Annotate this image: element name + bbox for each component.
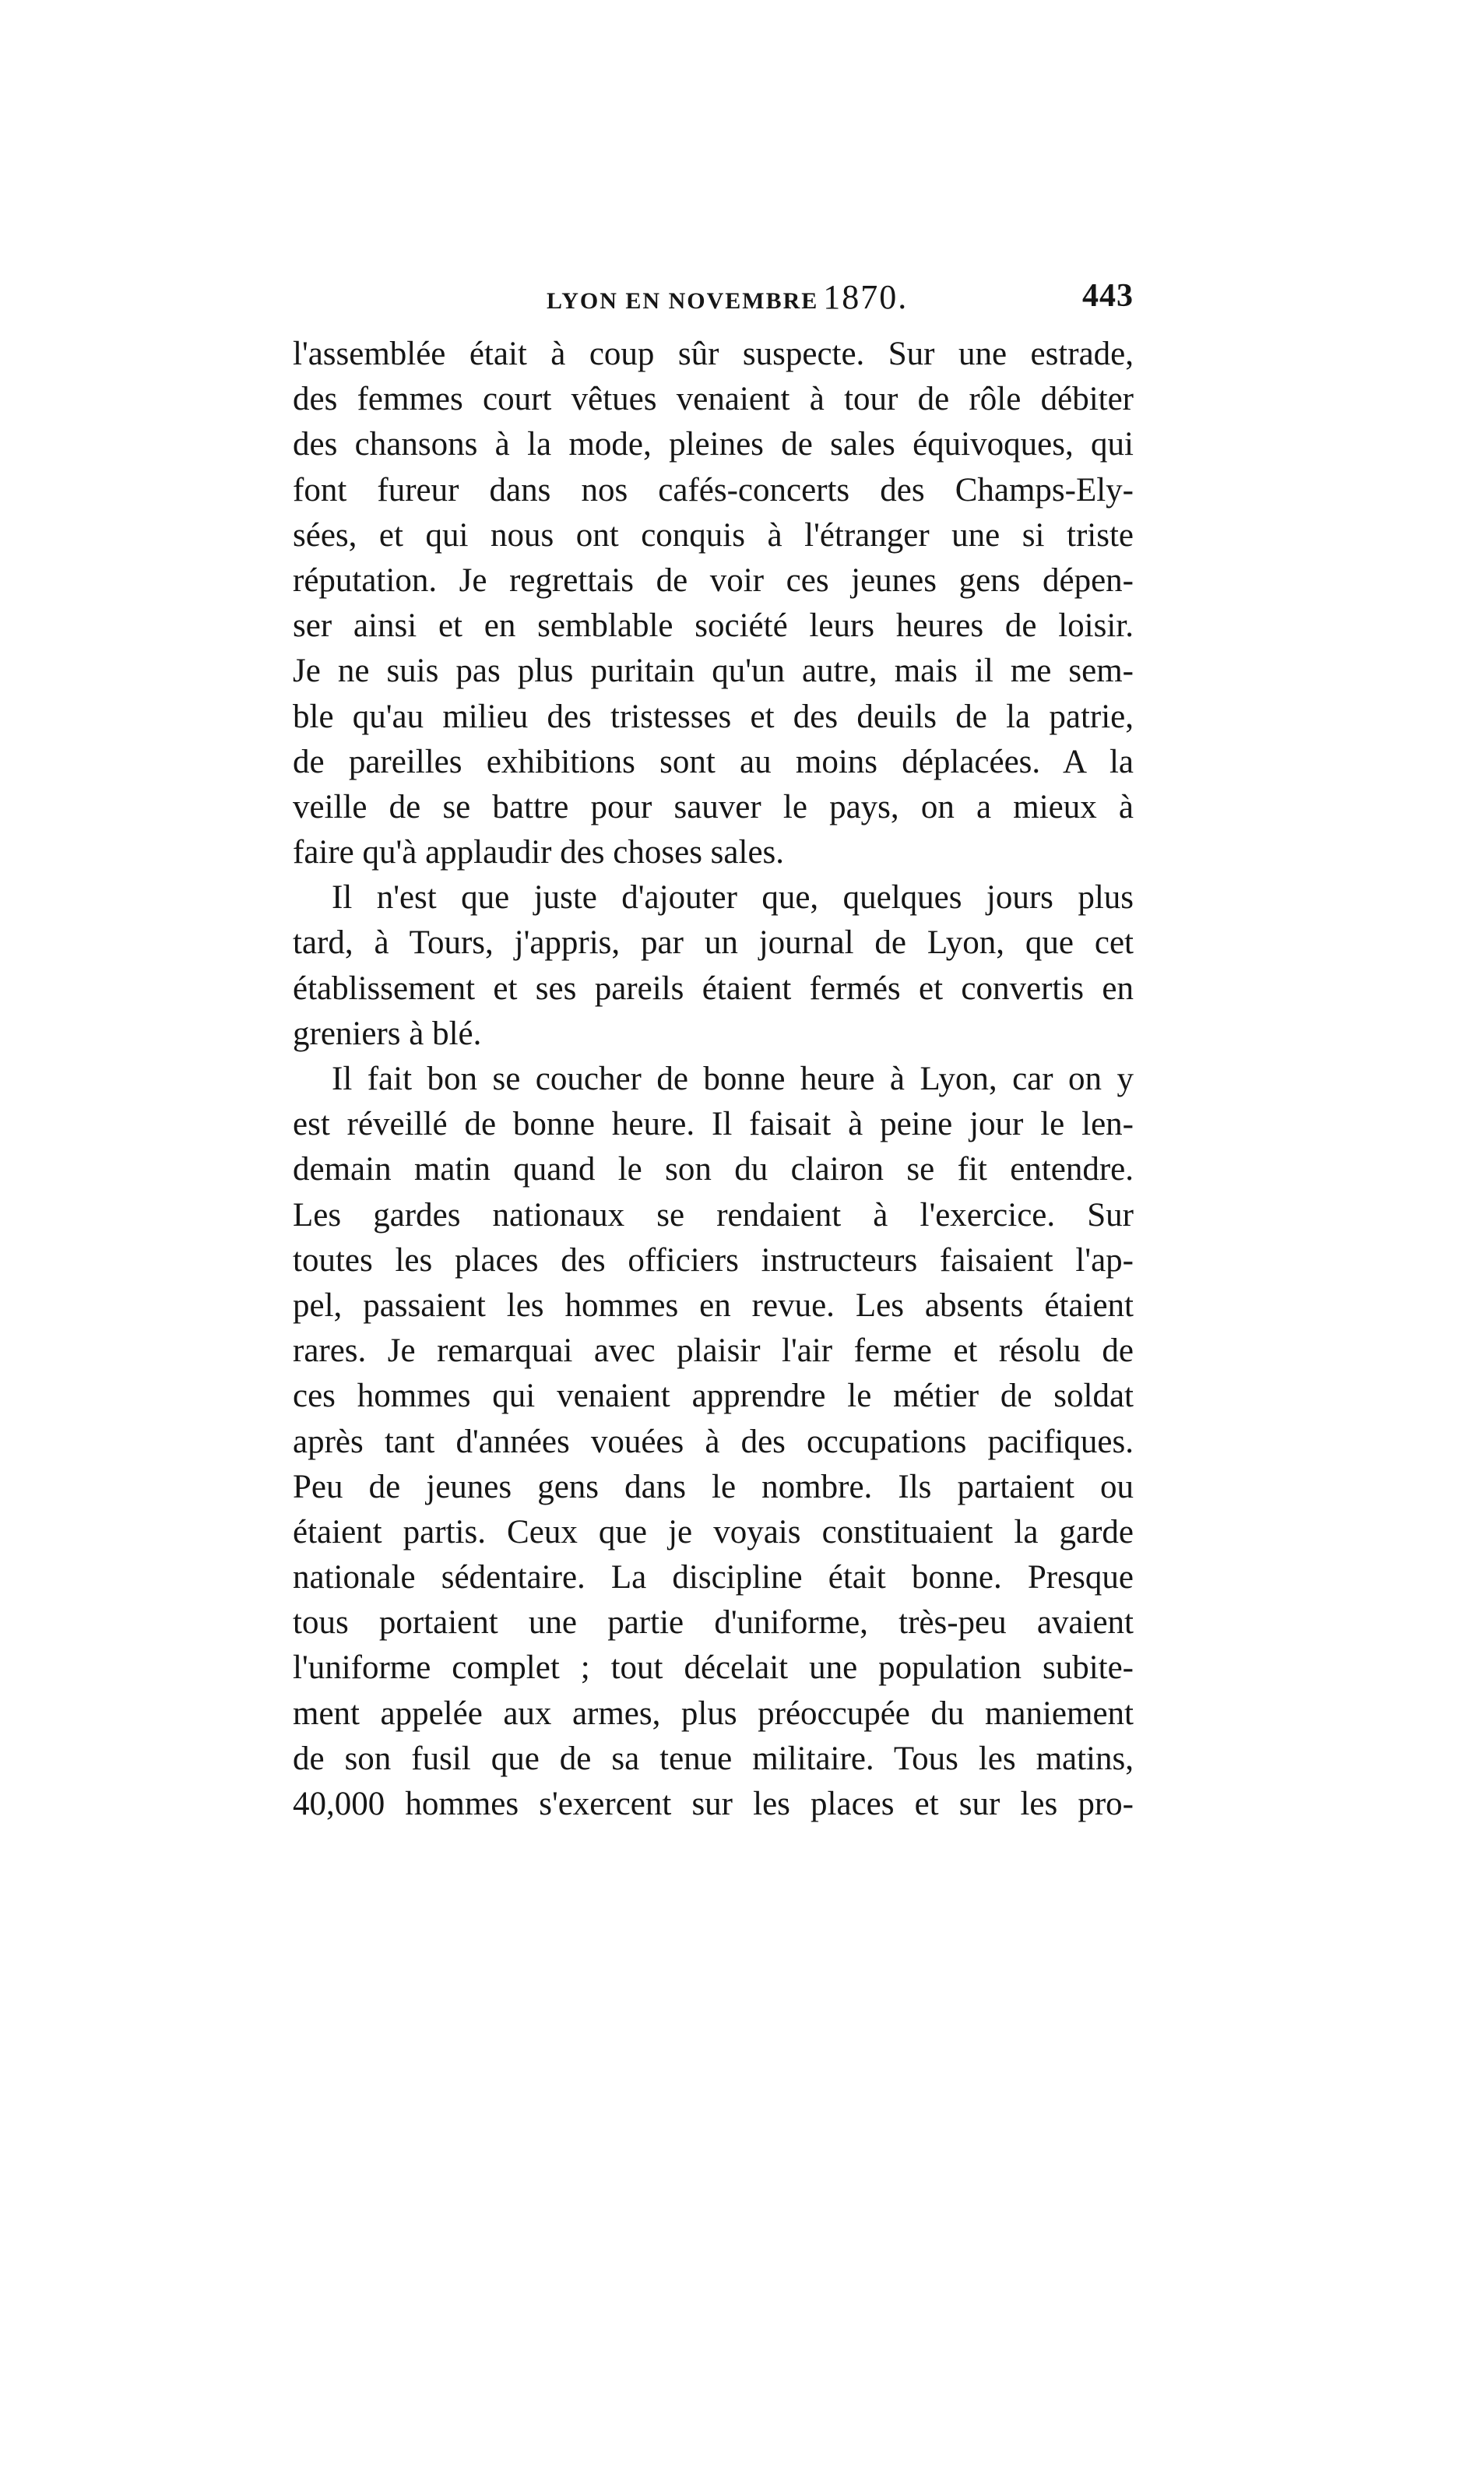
text-line: 40,000 hommes s'exercent sur les places et sur les pro- — [293, 1786, 1134, 1822]
text-line: ble qu'au milieu des tristesses et des deuils de la patrie, — [293, 698, 1134, 735]
text-line: étaient partis. Ceux que je voyais constituaient la garde — [293, 1513, 1134, 1550]
text-line: faire qu'à applaudir des choses sales. — [293, 834, 785, 871]
text-line: Il fait bon se coucher de bonne heure à Lyon, car on y — [332, 1061, 1134, 1097]
text-line: réputation. Je regrettais de voir ces jeunes gens dépen- — [293, 561, 1134, 599]
page-number: 443 — [1082, 278, 1134, 314]
text-line: rares. Je remarquai avec plaisir l'air ferme et résolu de — [293, 1332, 1134, 1370]
text-line: l'assemblée était à coup sûr suspecte. Sur une estrade, — [293, 336, 1134, 372]
page-header — [293, 277, 1134, 324]
text-line: est réveillé de bonne heure. Il faisait à peine jour le len- — [293, 1106, 1134, 1143]
text-line: ser ainsi et en semblable société leurs heures de loisir. — [293, 607, 1134, 645]
text-line: des chansons à la mode, pleines de sales équivoques, qui — [293, 426, 1134, 463]
text-line: greniers à blé. — [293, 1015, 482, 1052]
text-line: de son fusil que de sa tenue militaire. Tous les matins, — [293, 1740, 1134, 1777]
text-line: Peu de jeunes gens dans le nombre. Ils partaient ou — [293, 1468, 1134, 1505]
text-line: sées, et qui nous ont conquis à l'étranger une si triste — [293, 516, 1134, 554]
text-line: Il n'est que juste d'ajouter que, quelques jours plus — [332, 879, 1134, 917]
text-line: demain matin quand le son du clairon se fit entendre. — [293, 1151, 1134, 1188]
text-line: font fureur dans nos cafés-concerts des Champs-Ely- — [293, 471, 1134, 509]
text-line: toutes les places des officiers instructeurs faisaient l'ap- — [293, 1241, 1134, 1279]
text-line: de pareilles exhibitions sont au moins déplacées. A la — [293, 743, 1134, 780]
text-line: nationale sédentaire. La discipline était bonne. Presque — [293, 1559, 1134, 1596]
text-line: l'uniforme complet ; tout décelait une population subite- — [293, 1649, 1134, 1687]
text-line: tard, à Tours, j'appris, par un journal de Lyon, que cet — [293, 924, 1134, 962]
running-title-text: LYON EN NOVEMBRE — [547, 288, 819, 314]
text-line: Je ne suis pas plus puritain qu'un autre, mais il me sem- — [293, 653, 1134, 690]
text-line: ment appelée aux armes, plus préoccupée du maniement — [293, 1695, 1134, 1732]
running-title — [547, 277, 908, 317]
text-line: des femmes court vêtues venaient à tour de rôle débiter — [293, 381, 1134, 418]
text-line: tous portaient une partie d'uniforme, très-peu avaient — [293, 1604, 1134, 1642]
running-title-year: 1870. — [823, 278, 909, 316]
text-line: pel, passaient les hommes en revue. Les absents étaient — [293, 1286, 1134, 1324]
text-line: après tant d'années vouées à des occupations pacifiques. — [293, 1423, 1134, 1460]
body-text — [293, 332, 1134, 1827]
text-line: établissement et ses pareils étaient fermés et convertis en — [293, 970, 1134, 1007]
text-line: ces hommes qui venaient apprendre le métier de soldat — [293, 1378, 1134, 1415]
text-line: veille de se battre pour sauver le pays, on a mieux à — [293, 788, 1134, 825]
text-line: Les gardes nationaux se rendaient à l'exercice. Sur — [293, 1196, 1134, 1234]
